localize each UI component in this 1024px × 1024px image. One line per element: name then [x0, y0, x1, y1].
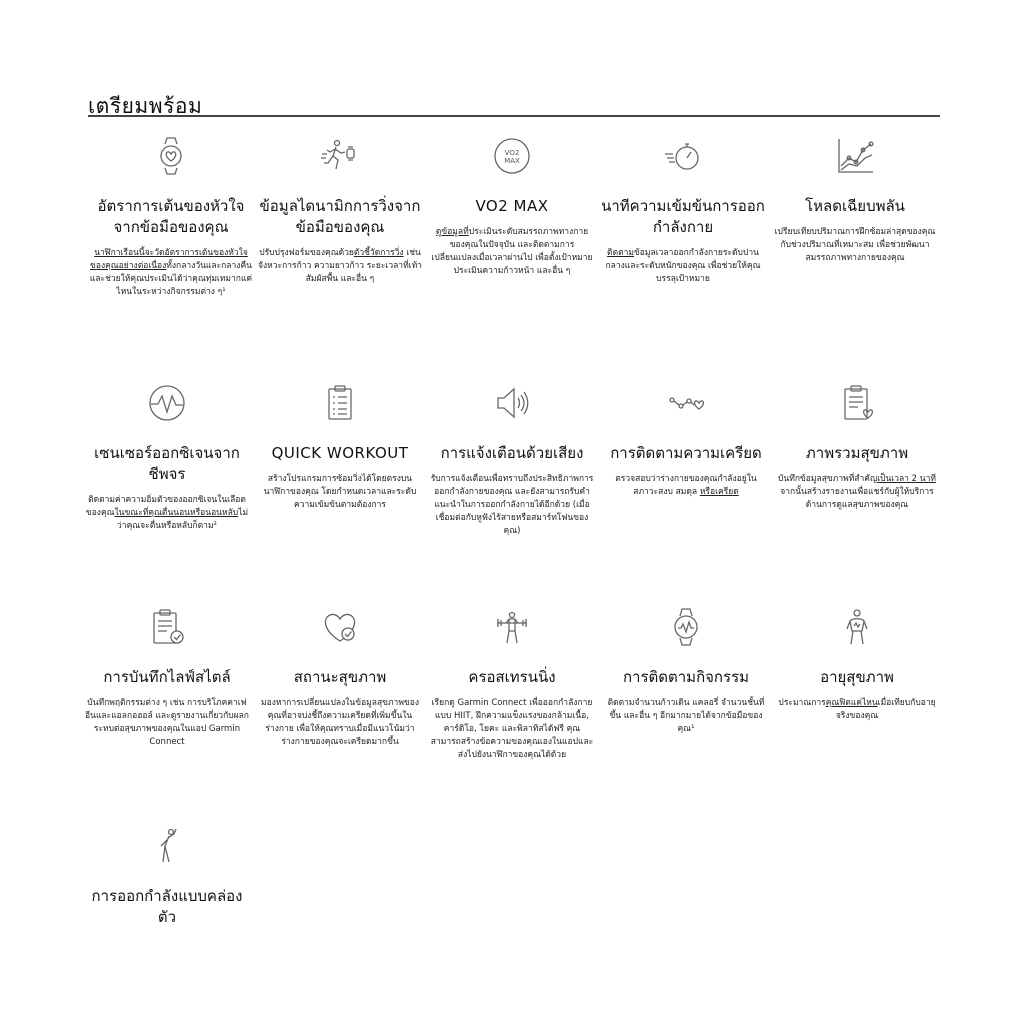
svg-text:VO2: VO2	[504, 149, 520, 157]
watch-activity-icon	[666, 607, 706, 647]
feature-description: นาฬิกาเรือนนี้จะวัดอัตราการเต้นของหัวใจของคุณอย่างต่อเนื่องทั้งกลางวันและกลางคืน และช่วยให้คุณประเมินได้ว่าคุณทุ่มเทมากแค่ไหนในระหว่างกิจกรรมต่าง ๆ¹	[89, 248, 253, 297]
feature-health-snapshot	[774, 383, 940, 512]
feature-description: ติดตามจำนวนก้าวเดิน แคลอรี่ จำนวนชั้นที่ขึ้น และอื่น ๆ อีกมากมายได้จากข้อมือของคุณ¹	[607, 698, 765, 734]
watch-heart-icon	[151, 136, 191, 176]
feature-link[interactable]: ตัวชี้วัดการวิ่ง	[353, 248, 404, 258]
feature-running-dynamics	[257, 136, 423, 286]
feature-description: ดูข้อมูลที่ประเมินระดับสมรรถภาพทางกายของคุณในปัจจุบัน และติดตามการเปลี่ยนแปลงเมื่อเวลาผ่านไป เพื่อตั้งเป้าหมาย ประเมินความก้าวหน้า และอื่น ๆ	[431, 227, 593, 276]
lifestyle-log-icon	[147, 607, 187, 647]
feature-title: VO2 MAX	[475, 197, 549, 215]
feature-activity-tracking	[603, 607, 769, 736]
feature-title: ข้อมูลไดนามิกการวิ่งจากข้อมือของคุณ	[259, 197, 421, 236]
feature-title: สถานะสุขภาพ	[293, 668, 387, 686]
feature-description: ประมาณการคุณฟิตแค่ไหนเมื่อเทียบกับอายุจริงของคุณ	[778, 698, 936, 721]
feature-description: สร้างโปรแกรมการซ้อมวิ่งได้โดยตรงบนนาฬิกาของคุณ โดยกำหนดเวลาและระดับความเข้มข้นตามต้องการ	[263, 474, 417, 510]
feature-title: โหลดเฉียบพลัน	[805, 197, 905, 215]
svg-text:MAX: MAX	[504, 157, 520, 165]
feature-link[interactable]: คุณฟิตแค่ไหน	[825, 698, 878, 708]
feature-description: มองหาการเปลี่ยนแปลงในข้อมูลสุขภาพของคุณที่อาจบ่งชี้ถึงความเครียดที่เพิ่มขึ้นในร่างกาย เพื่อให้คุณทราบเมื่อมีแนวโน้มว่าร่างกายของคุณจะเครียดมากขึ้น	[261, 698, 419, 747]
feature-description: ติดตามข้อมูลเวลาออกกำลังกายระดับปานกลางและระดับหนักของคุณ เพื่อช่วยให้คุณบรรลุเป้าหมาย	[605, 248, 761, 284]
feature-title: การแจ้งเตือนด้วยเสียง	[440, 444, 584, 462]
feature-mobility-workouts	[84, 826, 250, 928]
feature-lifestyle-logging	[84, 607, 250, 749]
speaker-icon	[492, 383, 532, 423]
feature-title: อายุสุขภาพ	[820, 668, 894, 686]
feature-wrist-heart-rate	[88, 136, 254, 299]
title-divider	[88, 115, 940, 117]
feature-title: การบันทึกไลฟ์สไตล์	[103, 668, 231, 686]
section-title: เตรียมพร้อม	[88, 94, 203, 118]
feature-description: ตรวจสอบว่าร่างกายของคุณกำลังอยู่ในสภาวะสงบ สมดุล หรือเครียด	[615, 474, 757, 497]
pulse-ox-icon	[147, 383, 187, 423]
feature-link[interactable]: เป็นเวลา 2 นาที	[877, 474, 936, 484]
feature-title: การติดตามความเครียด	[610, 444, 762, 462]
feature-cross-training	[429, 607, 595, 762]
feature-stress-tracking	[603, 383, 769, 499]
feature-description: ติดตามค่าความอิ่มตัวของออกซิเจนในเลือดของคุณในขณะที่คุณตื่นนอนหรือนอนหลับไม่ว่าคุณจะตื่นหรือหลับก็ตาม²	[85, 495, 249, 531]
feature-description: บันทึกพฤติกรรมต่าง ๆ เช่น การบริโภคคาเฟอีนและแอลกอฮอล์ และดูรายงานเกี่ยวกับผลกระทบต่อสุขภาพของคุณในแอป Garmin Connect	[85, 698, 249, 747]
vo2max-icon	[492, 136, 532, 176]
feature-intensity-minutes	[600, 136, 766, 286]
feature-description: เปรียบเทียบปริมาณการฝึกซ้อมล่าสุดของคุณกับช่วงปริมาณที่เหมาะสม เพื่อช่วยพัฒนาสมรรถภาพทางกายของคุณ	[774, 227, 936, 263]
feature-audio-prompts	[429, 383, 595, 538]
feature-health-status	[257, 607, 423, 749]
strength-training-icon	[492, 607, 532, 647]
feature-link[interactable]: ติดตาม	[607, 248, 634, 258]
feature-vo2max	[429, 136, 595, 278]
feature-link[interactable]: หรือเครียด	[699, 487, 739, 497]
feature-fitness-age	[774, 607, 940, 723]
health-clipboard-icon	[837, 383, 877, 423]
feature-link[interactable]: ในขณะที่คุณตื่นนอนหรือนอนหลับ	[114, 508, 239, 518]
feature-description: เรียกดู Garmin Connect เพื่อออกกำลังกายแบบ HIIT, ฝึกความแข็งแรงของกล้ามเนื้อ, คาร์ดิโอ, โยคะ และพิลาทิสได้ฟรี คุณสามารถสร้างข้อความของคุณเองในแอปและส่งไปยังนาฬิกาของคุณได้ด้วย	[430, 698, 594, 760]
feature-title: เซนเซอร์ออกซิเจนจากชีพจร	[94, 444, 240, 483]
feature-title: การติดตามกิจกรรม	[622, 668, 750, 686]
feature-title: QUICK WORKOUT	[271, 444, 409, 462]
feature-link[interactable]: นาฬิกาเรือนนี้จะวัดอัตราการเต้นของหัวใจของคุณอย่างต่อเนื่อง	[90, 248, 248, 271]
feature-description: รับการแจ้งเตือนเพื่อทราบถึงประสิทธิภาพการออกกำลังกายของคุณ และยังสามารถรับคำแนะนำในการออกกำลังกายได้อีกด้วย (เมื่อเชื่อมต่อกับหูฟังไร้สายหรือสมาร์ทโฟนของคุณ)	[430, 474, 594, 536]
feature-title: อัตราการเต้นของหัวใจจากข้อมือของคุณ	[97, 197, 245, 236]
clipboard-list-icon	[320, 383, 360, 423]
heart-check-icon	[320, 607, 360, 647]
feature-description: ปรับปรุงฟอร์มของคุณด้วยตัวชี้วัดการวิ่ง เช่น จังหวะการก้าว ความยาวก้าว ระยะเวลาที่เท้าสัมผัสพื้น และอื่น ๆ	[258, 248, 422, 284]
feature-title: การออกกำลังแบบคล่องตัว	[91, 887, 243, 926]
feature-pulse-ox	[84, 383, 250, 533]
feature-link[interactable]: ดูข้อมูลที่	[435, 227, 469, 237]
feature-title: ภาพรวมสุขภาพ	[805, 444, 909, 462]
feature-title: ครอสเทรนนิ่ง	[468, 668, 556, 686]
fitness-age-icon	[837, 607, 877, 647]
feature-title: นาทีความเข้มข้นการออกกำลังกาย	[601, 197, 765, 236]
feature-acute-load	[772, 136, 938, 265]
feature-quick-workout	[257, 383, 423, 512]
runner-watch-icon	[320, 136, 360, 176]
stopwatch-speed-icon	[663, 136, 703, 176]
stress-graph-icon	[666, 383, 706, 423]
feature-description: บันทึกข้อมูลสุขภาพที่สำคัญเป็นเวลา 2 นาทีจากนั้นสร้างรายงานเพื่อแชร์กับผู้ให้บริการด้านการดูแลสุขภาพของคุณ	[778, 474, 936, 510]
stretching-icon	[147, 826, 187, 866]
load-chart-icon	[835, 136, 875, 176]
